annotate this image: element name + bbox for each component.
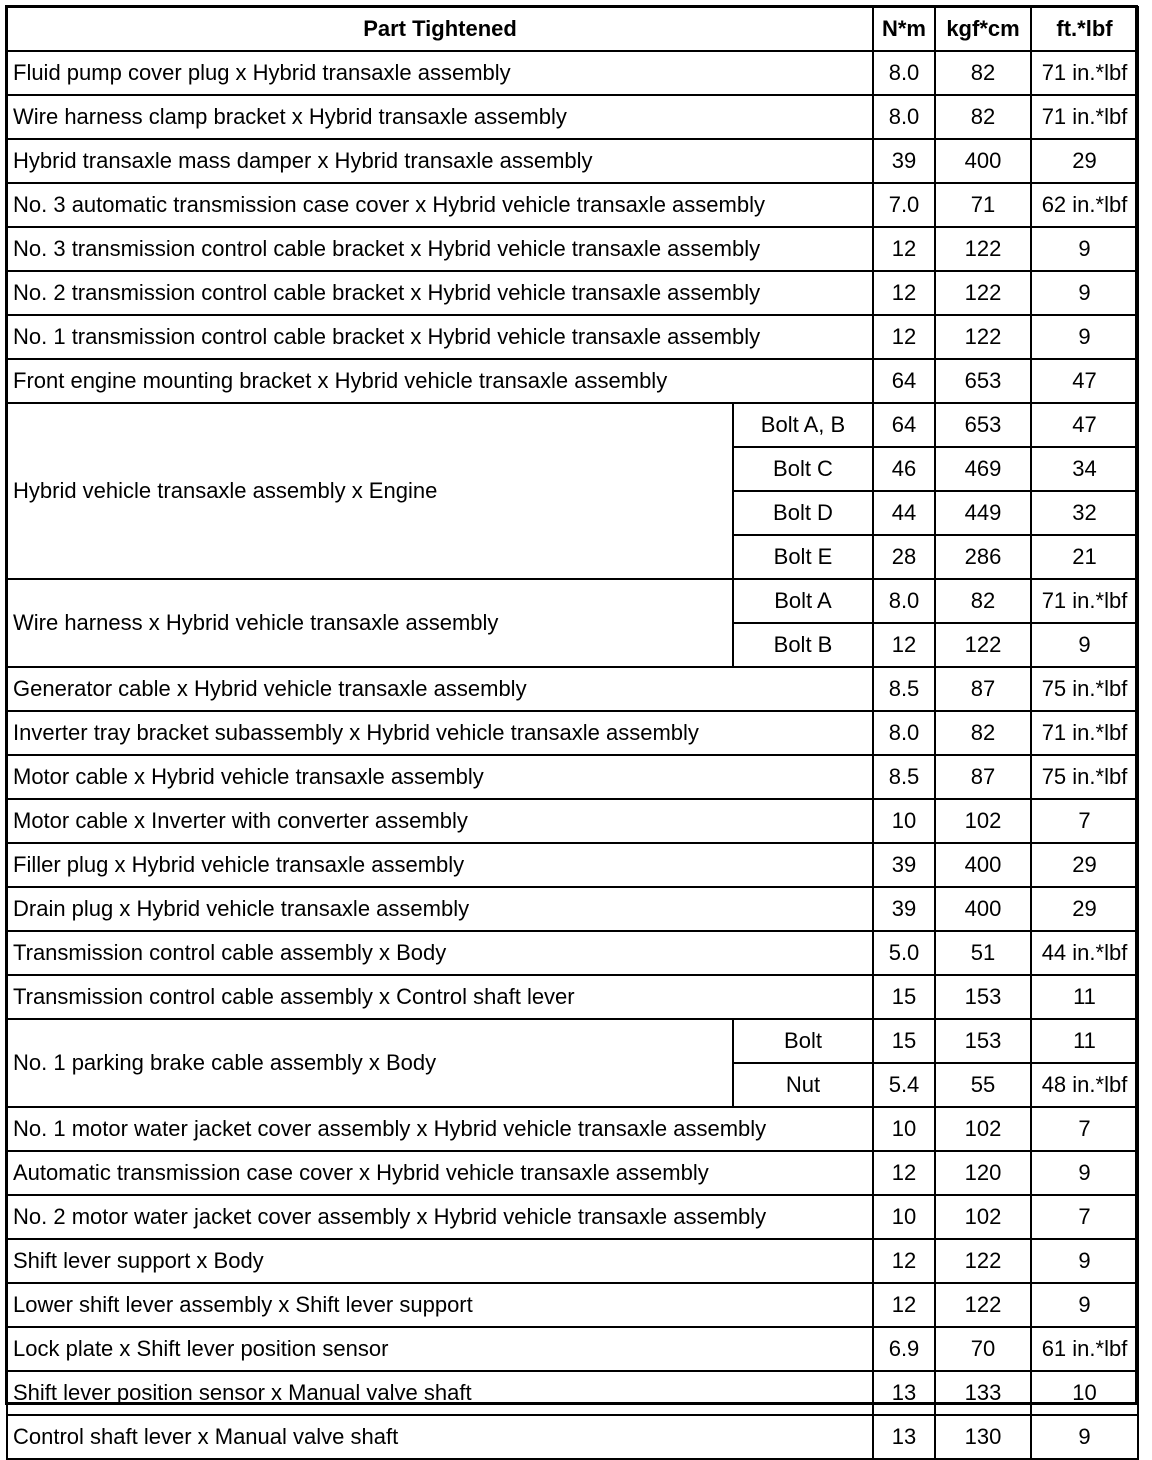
torque-ft-lbf-cell: 71 in.*lbf bbox=[1031, 579, 1138, 623]
torque-nm-cell: 13 bbox=[873, 1415, 935, 1459]
torque-ft-lbf-cell: 9 bbox=[1031, 1239, 1138, 1283]
header-ft-lbf: ft.*lbf bbox=[1031, 7, 1138, 51]
part-name-cell: No. 1 motor water jacket cover assembly x Hybrid vehicle transaxle assembly bbox=[7, 1107, 873, 1151]
torque-nm-cell: 13 bbox=[873, 1371, 935, 1415]
table-row bbox=[7, 843, 1138, 887]
part-name-cell: No. 1 transmission control cable bracket x Hybrid vehicle transaxle assembly bbox=[7, 315, 873, 359]
torque-ft-lbf-cell: 9 bbox=[1031, 623, 1138, 667]
torque-ft-lbf-cell: 34 bbox=[1031, 447, 1138, 491]
table-row bbox=[7, 887, 1138, 931]
torque-ft-lbf-cell: 7 bbox=[1031, 799, 1138, 843]
torque-nm-cell: 64 bbox=[873, 359, 935, 403]
torque-kgf-cm-cell: 153 bbox=[935, 975, 1031, 1019]
table-row bbox=[7, 579, 1138, 623]
torque-nm-cell: 12 bbox=[873, 315, 935, 359]
table-row bbox=[7, 183, 1138, 227]
table-row bbox=[7, 931, 1138, 975]
torque-nm-cell: 8.0 bbox=[873, 95, 935, 139]
torque-ft-lbf-cell: 11 bbox=[1031, 1019, 1138, 1063]
torque-kgf-cm-cell: 55 bbox=[935, 1063, 1031, 1107]
fastener-cell: Bolt D bbox=[733, 491, 873, 535]
part-name-cell: Inverter tray bracket subassembly x Hybrid vehicle transaxle assembly bbox=[7, 711, 873, 755]
torque-nm-cell: 15 bbox=[873, 1019, 935, 1063]
torque-kgf-cm-cell: 122 bbox=[935, 227, 1031, 271]
torque-nm-cell: 10 bbox=[873, 799, 935, 843]
fastener-cell: Bolt C bbox=[733, 447, 873, 491]
torque-kgf-cm-cell: 102 bbox=[935, 799, 1031, 843]
header-kgf-cm: kgf*cm bbox=[935, 7, 1031, 51]
table-row bbox=[7, 1239, 1138, 1283]
torque-kgf-cm-cell: 653 bbox=[935, 403, 1031, 447]
torque-kgf-cm-cell: 400 bbox=[935, 139, 1031, 183]
part-name-cell: Filler plug x Hybrid vehicle transaxle assembly bbox=[7, 843, 873, 887]
torque-nm-cell: 8.0 bbox=[873, 51, 935, 95]
torque-spec-table bbox=[6, 6, 1139, 1460]
torque-ft-lbf-cell: 9 bbox=[1031, 1415, 1138, 1459]
table-row bbox=[7, 1019, 1138, 1063]
torque-nm-cell: 8.0 bbox=[873, 711, 935, 755]
torque-kgf-cm-cell: 122 bbox=[935, 315, 1031, 359]
part-name-cell: Generator cable x Hybrid vehicle transaxle assembly bbox=[7, 667, 873, 711]
table-row bbox=[7, 755, 1138, 799]
part-name-cell: Motor cable x Hybrid vehicle transaxle assembly bbox=[7, 755, 873, 799]
torque-kgf-cm-cell: 133 bbox=[935, 1371, 1031, 1415]
torque-ft-lbf-cell: 75 in.*lbf bbox=[1031, 755, 1138, 799]
torque-kgf-cm-cell: 130 bbox=[935, 1415, 1031, 1459]
part-name-cell: Front engine mounting bracket x Hybrid vehicle transaxle assembly bbox=[7, 359, 873, 403]
torque-kgf-cm-cell: 87 bbox=[935, 667, 1031, 711]
table-row bbox=[7, 1415, 1138, 1459]
torque-ft-lbf-cell: 21 bbox=[1031, 535, 1138, 579]
part-name-cell: Fluid pump cover plug x Hybrid transaxle assembly bbox=[7, 51, 873, 95]
torque-ft-lbf-cell: 71 in.*lbf bbox=[1031, 51, 1138, 95]
header-part-tightened: Part Tightened bbox=[7, 7, 873, 51]
torque-ft-lbf-cell: 29 bbox=[1031, 843, 1138, 887]
part-name-cell: Lower shift lever assembly x Shift lever support bbox=[7, 1283, 873, 1327]
part-name-cell: Hybrid vehicle transaxle assembly x Engine bbox=[7, 403, 733, 579]
torque-nm-cell: 7.0 bbox=[873, 183, 935, 227]
torque-kgf-cm-cell: 51 bbox=[935, 931, 1031, 975]
table-body bbox=[7, 51, 1138, 1459]
table-row bbox=[7, 1283, 1138, 1327]
part-name-cell: Motor cable x Inverter with converter assembly bbox=[7, 799, 873, 843]
fastener-cell: Bolt A, B bbox=[733, 403, 873, 447]
torque-nm-cell: 39 bbox=[873, 887, 935, 931]
torque-nm-cell: 39 bbox=[873, 139, 935, 183]
torque-nm-cell: 8.0 bbox=[873, 579, 935, 623]
torque-kgf-cm-cell: 400 bbox=[935, 887, 1031, 931]
torque-nm-cell: 5.4 bbox=[873, 1063, 935, 1107]
table-row bbox=[7, 1327, 1138, 1371]
torque-ft-lbf-cell: 9 bbox=[1031, 227, 1138, 271]
table-row bbox=[7, 51, 1138, 95]
table-row bbox=[7, 315, 1138, 359]
part-name-cell: Lock plate x Shift lever position sensor bbox=[7, 1327, 873, 1371]
torque-nm-cell: 8.5 bbox=[873, 755, 935, 799]
fastener-cell: Bolt B bbox=[733, 623, 873, 667]
torque-nm-cell: 12 bbox=[873, 227, 935, 271]
part-name-cell: Transmission control cable assembly x Body bbox=[7, 931, 873, 975]
torque-kgf-cm-cell: 286 bbox=[935, 535, 1031, 579]
torque-ft-lbf-cell: 11 bbox=[1031, 975, 1138, 1019]
part-name-cell: No. 2 motor water jacket cover assembly x Hybrid vehicle transaxle assembly bbox=[7, 1195, 873, 1239]
header-row bbox=[7, 7, 1138, 51]
part-name-cell: Automatic transmission case cover x Hybrid vehicle transaxle assembly bbox=[7, 1151, 873, 1195]
torque-kgf-cm-cell: 82 bbox=[935, 711, 1031, 755]
torque-kgf-cm-cell: 71 bbox=[935, 183, 1031, 227]
torque-kgf-cm-cell: 122 bbox=[935, 271, 1031, 315]
table-row bbox=[7, 1371, 1138, 1415]
table-row bbox=[7, 975, 1138, 1019]
part-name-cell: Hybrid transaxle mass damper x Hybrid transaxle assembly bbox=[7, 139, 873, 183]
torque-nm-cell: 39 bbox=[873, 843, 935, 887]
torque-nm-cell: 12 bbox=[873, 1151, 935, 1195]
torque-ft-lbf-cell: 29 bbox=[1031, 139, 1138, 183]
torque-kgf-cm-cell: 449 bbox=[935, 491, 1031, 535]
torque-ft-lbf-cell: 61 in.*lbf bbox=[1031, 1327, 1138, 1371]
part-name-cell: Drain plug x Hybrid vehicle transaxle assembly bbox=[7, 887, 873, 931]
torque-ft-lbf-cell: 47 bbox=[1031, 359, 1138, 403]
torque-nm-cell: 8.5 bbox=[873, 667, 935, 711]
table-row bbox=[7, 1151, 1138, 1195]
torque-nm-cell: 12 bbox=[873, 1239, 935, 1283]
torque-kgf-cm-cell: 653 bbox=[935, 359, 1031, 403]
part-name-cell: Wire harness x Hybrid vehicle transaxle assembly bbox=[7, 579, 733, 667]
fastener-cell: Bolt E bbox=[733, 535, 873, 579]
torque-ft-lbf-cell: 9 bbox=[1031, 1283, 1138, 1327]
fastener-cell: Bolt A bbox=[733, 579, 873, 623]
torque-nm-cell: 10 bbox=[873, 1195, 935, 1239]
torque-nm-cell: 15 bbox=[873, 975, 935, 1019]
torque-kgf-cm-cell: 82 bbox=[935, 579, 1031, 623]
header-nm: N*m bbox=[873, 7, 935, 51]
part-name-cell: Shift lever support x Body bbox=[7, 1239, 873, 1283]
table-row bbox=[7, 711, 1138, 755]
torque-ft-lbf-cell: 48 in.*lbf bbox=[1031, 1063, 1138, 1107]
torque-ft-lbf-cell: 71 in.*lbf bbox=[1031, 711, 1138, 755]
torque-ft-lbf-cell: 9 bbox=[1031, 315, 1138, 359]
torque-nm-cell: 6.9 bbox=[873, 1327, 935, 1371]
torque-kgf-cm-cell: 102 bbox=[935, 1195, 1031, 1239]
table-row bbox=[7, 799, 1138, 843]
part-name-cell: No. 3 automatic transmission case cover x Hybrid vehicle transaxle assembly bbox=[7, 183, 873, 227]
part-name-cell: No. 2 transmission control cable bracket x Hybrid vehicle transaxle assembly bbox=[7, 271, 873, 315]
table-row bbox=[7, 1195, 1138, 1239]
torque-kgf-cm-cell: 70 bbox=[935, 1327, 1031, 1371]
table-row bbox=[7, 403, 1138, 447]
torque-kgf-cm-cell: 122 bbox=[935, 623, 1031, 667]
torque-ft-lbf-cell: 32 bbox=[1031, 491, 1138, 535]
torque-kgf-cm-cell: 120 bbox=[935, 1151, 1031, 1195]
torque-kgf-cm-cell: 102 bbox=[935, 1107, 1031, 1151]
torque-kgf-cm-cell: 82 bbox=[935, 51, 1031, 95]
part-name-cell: No. 3 transmission control cable bracket x Hybrid vehicle transaxle assembly bbox=[7, 227, 873, 271]
fastener-cell: Bolt bbox=[733, 1019, 873, 1063]
torque-ft-lbf-cell: 9 bbox=[1031, 1151, 1138, 1195]
fastener-cell: Nut bbox=[733, 1063, 873, 1107]
part-name-cell: Control shaft lever x Manual valve shaft bbox=[7, 1415, 873, 1459]
table-row bbox=[7, 95, 1138, 139]
torque-nm-cell: 44 bbox=[873, 491, 935, 535]
torque-nm-cell: 28 bbox=[873, 535, 935, 579]
part-name-cell: Wire harness clamp bracket x Hybrid transaxle assembly bbox=[7, 95, 873, 139]
torque-ft-lbf-cell: 7 bbox=[1031, 1107, 1138, 1151]
torque-nm-cell: 5.0 bbox=[873, 931, 935, 975]
part-name-cell: No. 1 parking brake cable assembly x Body bbox=[7, 1019, 733, 1107]
part-name-cell: Shift lever position sensor x Manual valve shaft bbox=[7, 1371, 873, 1415]
torque-ft-lbf-cell: 71 in.*lbf bbox=[1031, 95, 1138, 139]
torque-ft-lbf-cell: 47 bbox=[1031, 403, 1138, 447]
torque-ft-lbf-cell: 10 bbox=[1031, 1371, 1138, 1415]
torque-ft-lbf-cell: 62 in.*lbf bbox=[1031, 183, 1138, 227]
table-row bbox=[7, 1107, 1138, 1151]
torque-nm-cell: 12 bbox=[873, 271, 935, 315]
torque-nm-cell: 46 bbox=[873, 447, 935, 491]
torque-ft-lbf-cell: 44 in.*lbf bbox=[1031, 931, 1138, 975]
torque-nm-cell: 12 bbox=[873, 623, 935, 667]
torque-kgf-cm-cell: 122 bbox=[935, 1239, 1031, 1283]
torque-nm-cell: 64 bbox=[873, 403, 935, 447]
torque-ft-lbf-cell: 29 bbox=[1031, 887, 1138, 931]
table-row bbox=[7, 227, 1138, 271]
table-row bbox=[7, 139, 1138, 183]
torque-kgf-cm-cell: 87 bbox=[935, 755, 1031, 799]
torque-ft-lbf-cell: 7 bbox=[1031, 1195, 1138, 1239]
torque-ft-lbf-cell: 9 bbox=[1031, 271, 1138, 315]
torque-ft-lbf-cell: 75 in.*lbf bbox=[1031, 667, 1138, 711]
torque-nm-cell: 10 bbox=[873, 1107, 935, 1151]
part-name-cell: Transmission control cable assembly x Control shaft lever bbox=[7, 975, 873, 1019]
table-row bbox=[7, 359, 1138, 403]
torque-kgf-cm-cell: 82 bbox=[935, 95, 1031, 139]
torque-nm-cell: 12 bbox=[873, 1283, 935, 1327]
torque-kgf-cm-cell: 122 bbox=[935, 1283, 1031, 1327]
table-row bbox=[7, 667, 1138, 711]
torque-kgf-cm-cell: 469 bbox=[935, 447, 1031, 491]
table-row bbox=[7, 271, 1138, 315]
torque-kgf-cm-cell: 400 bbox=[935, 843, 1031, 887]
torque-kgf-cm-cell: 153 bbox=[935, 1019, 1031, 1063]
